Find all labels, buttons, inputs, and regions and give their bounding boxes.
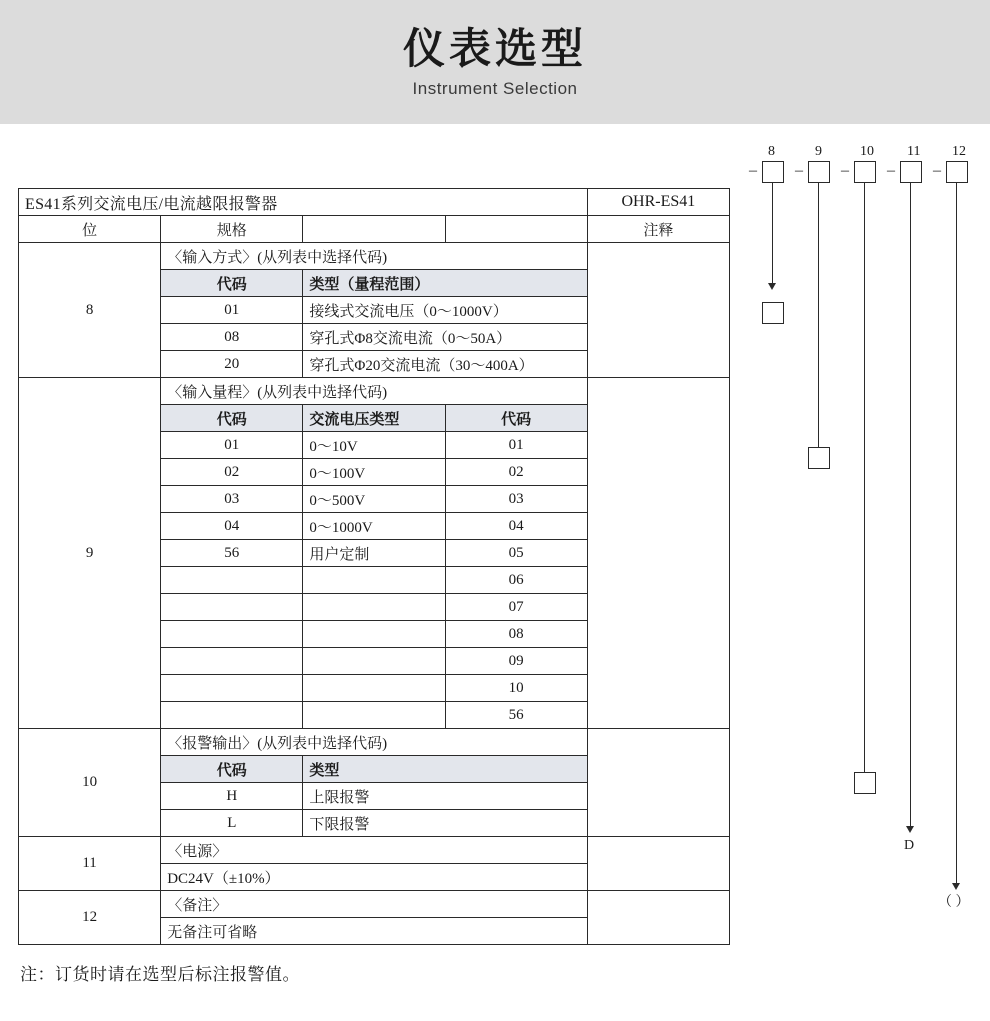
code-cell: L xyxy=(161,810,303,837)
section-heading-12: 〈备注〉 xyxy=(161,891,588,918)
leader-line-10 xyxy=(864,183,865,776)
code-cell: 05 xyxy=(445,540,587,567)
code-box-9[interactable] xyxy=(808,161,830,183)
code-cell: 02 xyxy=(445,459,587,486)
code-box-11[interactable] xyxy=(900,161,922,183)
desc-cell xyxy=(303,594,445,621)
header-position: 位 xyxy=(19,216,161,243)
table-header-row xyxy=(19,216,730,243)
section-position-8: 8 xyxy=(19,243,161,378)
table-row xyxy=(19,378,730,405)
page-title: 仪表选型 xyxy=(402,24,587,72)
code-box-8[interactable] xyxy=(762,161,784,183)
header-spec-pad-1 xyxy=(303,216,445,243)
footnote: 注：订货时请在选型后标注报警值。 xyxy=(20,965,300,984)
desc-cell xyxy=(303,702,445,729)
code-cell: 06 xyxy=(445,567,587,594)
diagram-position-8: 8 xyxy=(768,144,775,159)
code-diagram xyxy=(730,124,990,1021)
table-row xyxy=(19,891,730,918)
leader-line-8 xyxy=(772,183,773,285)
diagram-separator-1: – xyxy=(749,162,757,179)
code-cell: 08 xyxy=(161,324,303,351)
code-cell: 04 xyxy=(445,513,587,540)
subheader-type-8: 类型（量程范围） xyxy=(303,270,587,297)
code-cell: 20 xyxy=(161,351,303,378)
leader-arrow-12 xyxy=(952,883,960,890)
code-cell: 09 xyxy=(445,648,587,675)
section-heading-10: 〈报警输出〉(从列表中选择代码) xyxy=(161,729,588,756)
section-note-8 xyxy=(587,243,729,378)
code-cell: 08 xyxy=(445,621,587,648)
desc-cell: 穿孔式Φ20交流电流（30～400A） xyxy=(303,351,587,378)
code-cell: 04 xyxy=(161,513,303,540)
section-heading-9: 〈输入量程〉(从列表中选择代码) xyxy=(161,378,588,405)
leader-line-11 xyxy=(910,183,911,828)
desc-cell: 用户定制 xyxy=(303,540,445,567)
page-banner xyxy=(0,0,990,124)
desc-cell: 接线式交流电压（0～1000V） xyxy=(303,297,587,324)
power-callout-label: D xyxy=(904,838,915,853)
code-cell: 10 xyxy=(445,675,587,702)
section-position-10: 10 xyxy=(19,729,161,837)
code-cell xyxy=(161,594,303,621)
code-cell xyxy=(161,702,303,729)
code-box-10[interactable] xyxy=(854,161,876,183)
section-heading-11: 〈电源〉 xyxy=(161,837,588,864)
desc-cell: 0～100V xyxy=(303,459,445,486)
desc-cell: 下限报警 xyxy=(303,810,587,837)
desc-cell: 穿孔式Φ8交流电流（0～50A） xyxy=(303,324,587,351)
leader-line-9 xyxy=(818,183,819,451)
section-note-9 xyxy=(587,378,729,729)
subheader-code-10: 代码 xyxy=(161,756,303,783)
desc-cell: 0～500V xyxy=(303,486,445,513)
header-spec: 规格 xyxy=(161,216,303,243)
code-cell: 07 xyxy=(445,594,587,621)
code-box-12[interactable] xyxy=(946,161,968,183)
desc-cell xyxy=(303,675,445,702)
series-title: ES41系列交流电压/电流越限报警器 xyxy=(19,189,588,216)
section-note-11 xyxy=(587,837,729,891)
section-position-11: 11 xyxy=(19,837,161,891)
code-cell: H xyxy=(161,783,303,810)
table-row xyxy=(19,729,730,756)
desc-cell: 上限报警 xyxy=(303,783,587,810)
code-cell xyxy=(161,567,303,594)
desc-cell xyxy=(303,621,445,648)
target-box-8[interactable] xyxy=(762,302,784,324)
diagram-separator-5: – xyxy=(933,162,941,179)
table-row xyxy=(19,243,730,270)
subheader-code-9b: 代码 xyxy=(445,405,587,432)
code-cell xyxy=(161,621,303,648)
section-note-12 xyxy=(587,891,729,945)
desc-cell xyxy=(303,648,445,675)
remark-callout-label: （ ） xyxy=(938,895,970,910)
desc-cell: 无备注可省略 xyxy=(161,918,588,945)
header-spec-pad-2 xyxy=(445,216,587,243)
code-cell: 01 xyxy=(445,432,587,459)
code-cell: 56 xyxy=(445,702,587,729)
desc-cell xyxy=(303,567,445,594)
subheader-code-8: 代码 xyxy=(161,270,303,297)
desc-cell: 0～1000V xyxy=(303,513,445,540)
desc-cell: 0～10V xyxy=(303,432,445,459)
subheader-type-10: 类型 xyxy=(303,756,587,783)
code-cell: 03 xyxy=(161,486,303,513)
desc-cell: DC24V（±10%） xyxy=(161,864,588,891)
subheader-code-9a: 代码 xyxy=(161,405,303,432)
diagram-position-11: 11 xyxy=(907,144,921,159)
section-heading-8: 〈输入方式〉(从列表中选择代码) xyxy=(161,243,588,270)
code-cell: 56 xyxy=(161,540,303,567)
table-row xyxy=(19,837,730,864)
section-note-10 xyxy=(587,729,729,837)
target-box-10[interactable] xyxy=(854,772,876,794)
code-cell: 02 xyxy=(161,459,303,486)
diagram-separator-3: – xyxy=(841,162,849,179)
selection-sheet xyxy=(0,124,990,1021)
target-box-9[interactable] xyxy=(808,447,830,469)
header-note: 注释 xyxy=(587,216,729,243)
code-cell: 01 xyxy=(161,297,303,324)
subheader-voltage-type: 交流电压类型 xyxy=(303,405,445,432)
code-cell xyxy=(161,648,303,675)
code-cell xyxy=(161,675,303,702)
section-position-9: 9 xyxy=(19,378,161,729)
leader-arrow-11 xyxy=(906,826,914,833)
diagram-separator-4: – xyxy=(887,162,895,179)
section-position-12: 12 xyxy=(19,891,161,945)
spec-table xyxy=(18,188,730,945)
page-subtitle: Instrument Selection xyxy=(412,79,578,99)
diagram-separator-2: – xyxy=(795,162,803,179)
diagram-position-10: 10 xyxy=(860,144,874,159)
diagram-position-12: 12 xyxy=(952,144,966,159)
model-code: OHR-ES41 xyxy=(587,189,729,216)
leader-arrow-8 xyxy=(768,283,776,290)
diagram-position-9: 9 xyxy=(815,144,822,159)
spec-table-wrapper xyxy=(18,188,730,945)
table-title-row xyxy=(19,189,730,216)
leader-line-12 xyxy=(956,183,957,885)
code-cell: 01 xyxy=(161,432,303,459)
code-cell: 03 xyxy=(445,486,587,513)
